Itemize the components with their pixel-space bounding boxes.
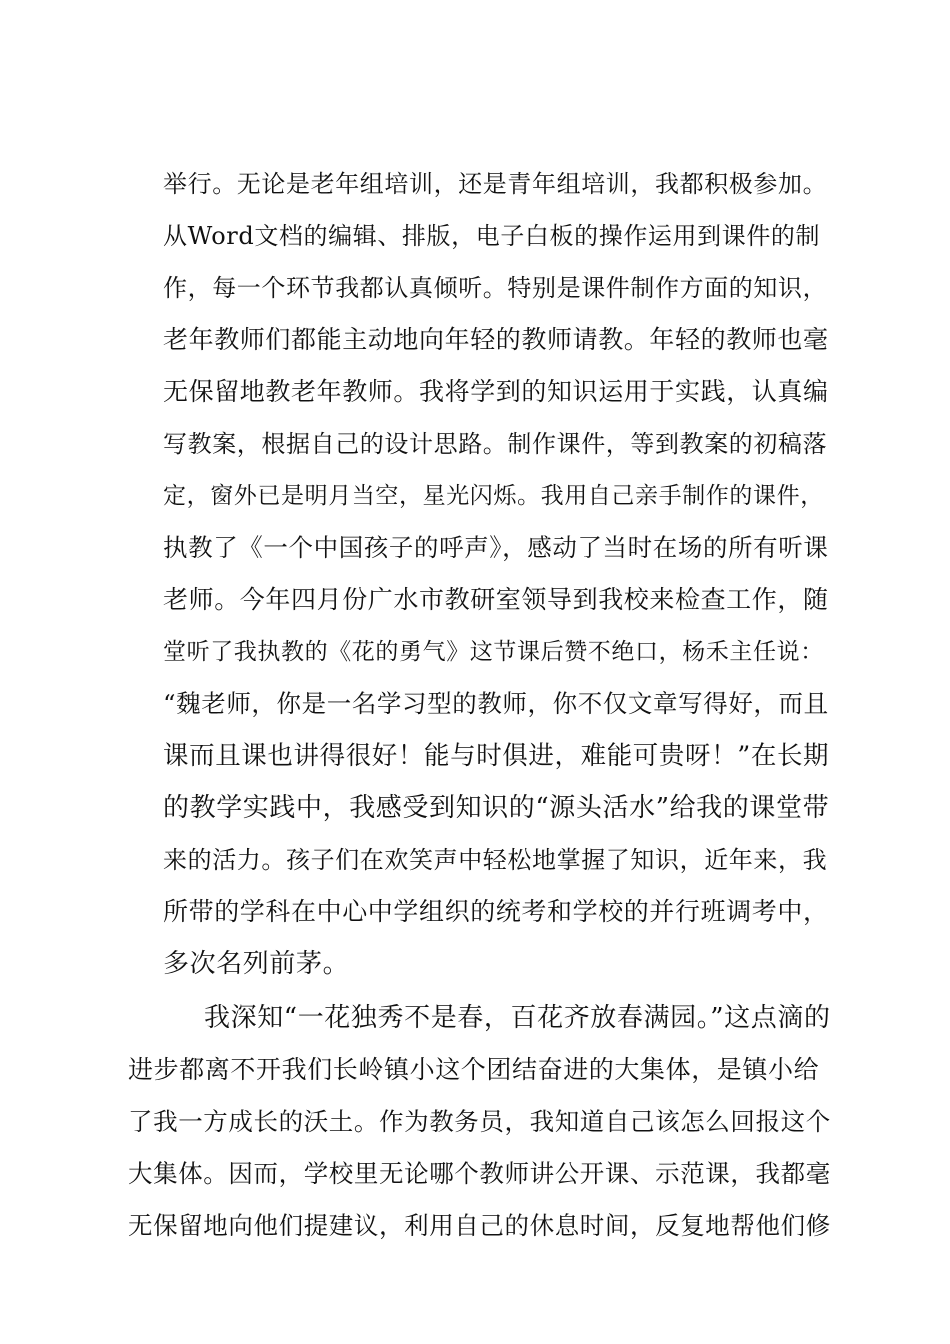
text-line: “魏老师，你是一名学习型的教师，你不仅文章写得好，而且 xyxy=(163,689,829,718)
text-line: 无保留地向他们提建议，利用自己的休息时间，反复地帮他们修 xyxy=(128,1211,831,1240)
text-line: 从Word文档的编辑、排版，电子白板的操作运用到课件的制 xyxy=(163,222,821,250)
text-line: 老师。今年四月份广水市教研室领导到我校来检查工作，随 xyxy=(163,585,829,614)
text-line: 定，窗外已是明月当空，星光闪烁。我用自己亲手制作的课件， xyxy=(163,483,824,509)
text-line: 作，每一个环节我都认真倾听。特别是课件制作方面的知识， xyxy=(163,274,828,302)
paragraph-first-line: 我深知“一花独秀不是春，百花齐放春满园。”这点滴的 xyxy=(204,1003,831,1033)
text-line: 来的活力。孩子们在欢笑声中轻松地掌握了知识，近年来，我 xyxy=(163,846,828,874)
text-line: 的教学实践中，我感受到知识的“源头活水”给我的课堂带 xyxy=(163,793,830,823)
text-line: 举行。无论是老年组培训，还是青年组培训，我都积极参加。 xyxy=(163,170,828,198)
text-line: 了我一方成长的沃土。作为教务员，我知道自己该怎么回报这个 xyxy=(128,1107,831,1136)
text-line: 大集体。因而，学校里无论哪个教师讲公开课、示范课，我都毫 xyxy=(128,1159,831,1188)
text-line: 老年教师们都能主动地向年轻的教师请教。年轻的教师也毫 xyxy=(163,325,829,354)
text-line: 无保留地教老年教师。我将学到的知识运用于实践，认真编 xyxy=(163,377,829,406)
text-line: 所带的学科在中心中学组织的统考和学校的并行班调考中， xyxy=(163,897,829,926)
text-line: 多次名列前茅。 xyxy=(163,949,350,979)
text-line: 课而且课也讲得很好！能与时俱进，难能可贵呀！”在长期 xyxy=(163,741,830,771)
text-line: 进步都离不开我们长岭镇小这个团结奋进的大集体，是镇小给 xyxy=(128,1055,820,1084)
text-line: 堂听了我执教的《花的勇气》这节课后赞不绝口，杨禾主任说： xyxy=(163,639,824,665)
text-line: 写教案，根据自己的设计思路。制作课件，等到教案的初稿落 xyxy=(163,430,828,458)
text-line: 执教了《一个中国孩子的呼声》，感动了当时在场的所有听课 xyxy=(163,533,829,562)
